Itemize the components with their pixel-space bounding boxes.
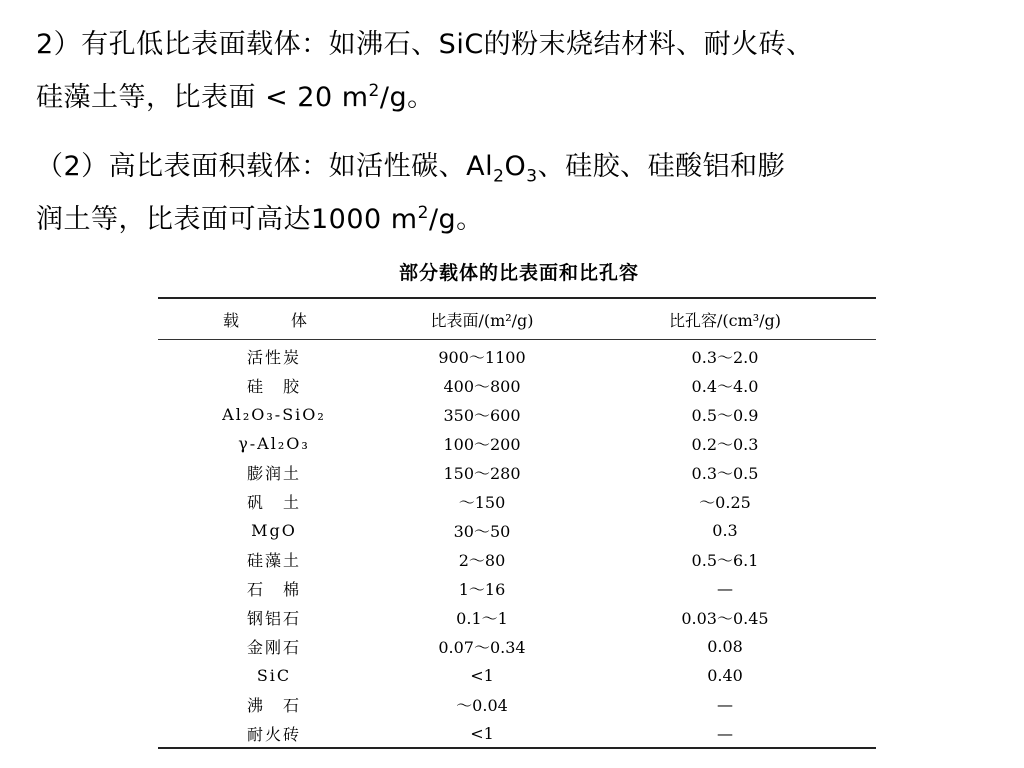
cell-pore-volume: — [717, 579, 733, 598]
cell-carrier: 硅 胶 [246, 377, 301, 396]
cell-carrier: 钢铝石 [246, 609, 301, 628]
cell-pore-volume: 0.5～6.1 [691, 551, 759, 570]
p1-line2-post: /g。 [379, 82, 435, 113]
header-pore-volume: 比孔容/(cm³/g) [668, 310, 782, 330]
paragraph-high-surface-carriers [36, 140, 1011, 246]
p2-sub1: 2 [493, 166, 505, 187]
p1-sup: 2 [368, 81, 380, 101]
header-carrier: 载 体 [222, 310, 325, 330]
cell-pore-volume: 0.3～2.0 [691, 348, 759, 367]
cell-carrier: Al₂O₃-SiO₂ [222, 405, 326, 424]
cell-surface-area: ～150 [458, 493, 506, 512]
table-row [158, 545, 876, 574]
p1-line2-pre: 硅藻土等，比表面 < 20 m [36, 82, 369, 113]
table-row [158, 371, 876, 400]
table-bottom-rule [158, 747, 876, 749]
cell-carrier: MgO [251, 521, 297, 540]
table-row [158, 719, 876, 748]
cell-surface-area: 30～50 [453, 522, 511, 541]
cell-carrier: 石 棉 [246, 580, 301, 599]
table-title: 部分载体的比表面和比孔容 [398, 262, 639, 284]
cell-surface-area: 900～1100 [438, 348, 526, 367]
table-top-rule [158, 297, 876, 299]
table-header-row [158, 305, 876, 333]
cell-pore-volume: 0.5～0.9 [691, 406, 759, 425]
cell-carrier: 硅藻土 [246, 551, 301, 570]
table-body [158, 342, 876, 748]
scanned-table-image [158, 256, 880, 751]
cell-pore-volume: ～0.25 [699, 493, 751, 512]
cell-pore-volume: 0.2～0.3 [691, 435, 759, 454]
table-row [158, 574, 876, 603]
cell-surface-area: 1～16 [458, 580, 506, 599]
cell-pore-volume: — [717, 724, 733, 743]
p2-sup: 2 [417, 203, 429, 223]
table-row [158, 400, 876, 429]
cell-surface-area: 350～600 [443, 406, 521, 425]
table-row [158, 429, 876, 458]
cell-pore-volume: 0.08 [707, 637, 743, 656]
table-row [158, 458, 876, 487]
cell-carrier: 膨润土 [246, 464, 301, 483]
table-row [158, 690, 876, 719]
cell-surface-area: 150～280 [443, 464, 521, 483]
cell-carrier: 活性炭 [246, 348, 301, 367]
cell-carrier: 耐火砖 [246, 725, 301, 744]
cell-pore-volume: 0.4～4.0 [691, 377, 759, 396]
table-row [158, 342, 876, 371]
paragraph-low-surface-carriers [36, 18, 1011, 124]
cell-carrier: γ-Al₂O₃ [238, 434, 310, 453]
cell-surface-area: ～0.04 [456, 696, 508, 715]
cell-carrier: SiC [256, 666, 292, 685]
cell-pore-volume: 0.3～0.5 [691, 464, 759, 483]
header-surface-area: 比表面/(m²/g) [430, 310, 534, 330]
table-header-rule [158, 339, 876, 340]
cell-pore-volume: 0.03～0.45 [681, 609, 769, 628]
p2-line2-post: /g。 [428, 204, 484, 235]
cell-carrier: 沸 石 [246, 696, 301, 715]
p2-mid: O [504, 151, 527, 182]
p2-line1-pre: （2）高比表面积载体：如活性碳、Al [36, 151, 494, 182]
table-row [158, 632, 876, 661]
cell-pore-volume: — [717, 695, 733, 714]
table-row [158, 516, 876, 545]
table-row [158, 603, 876, 632]
p2-line1-post: 、硅胶、硅酸铝和膨 [537, 151, 786, 182]
p2-line2-pre: 润土等，比表面可高达1000 m [36, 204, 418, 235]
cell-surface-area: 0.1～1 [456, 609, 508, 628]
p2-sub2: 3 [526, 166, 538, 187]
cell-surface-area: <1 [470, 666, 494, 685]
cell-pore-volume: 0.3 [712, 521, 738, 540]
cell-pore-volume: 0.40 [707, 666, 743, 685]
cell-surface-area: 2～80 [458, 551, 506, 570]
cell-surface-area: 100～200 [443, 435, 521, 454]
p1-line1: 2）有孔低比表面载体：如沸石、SiC的粉末烧结材料、耐火砖、 [36, 29, 814, 60]
cell-surface-area: <1 [470, 724, 494, 743]
cell-surface-area: 400～800 [443, 377, 521, 396]
cell-carrier: 金刚石 [246, 638, 301, 657]
cell-surface-area: 0.07～0.34 [438, 638, 526, 657]
table-row [158, 661, 876, 690]
cell-carrier: 矾 土 [246, 493, 301, 512]
table-row [158, 487, 876, 516]
